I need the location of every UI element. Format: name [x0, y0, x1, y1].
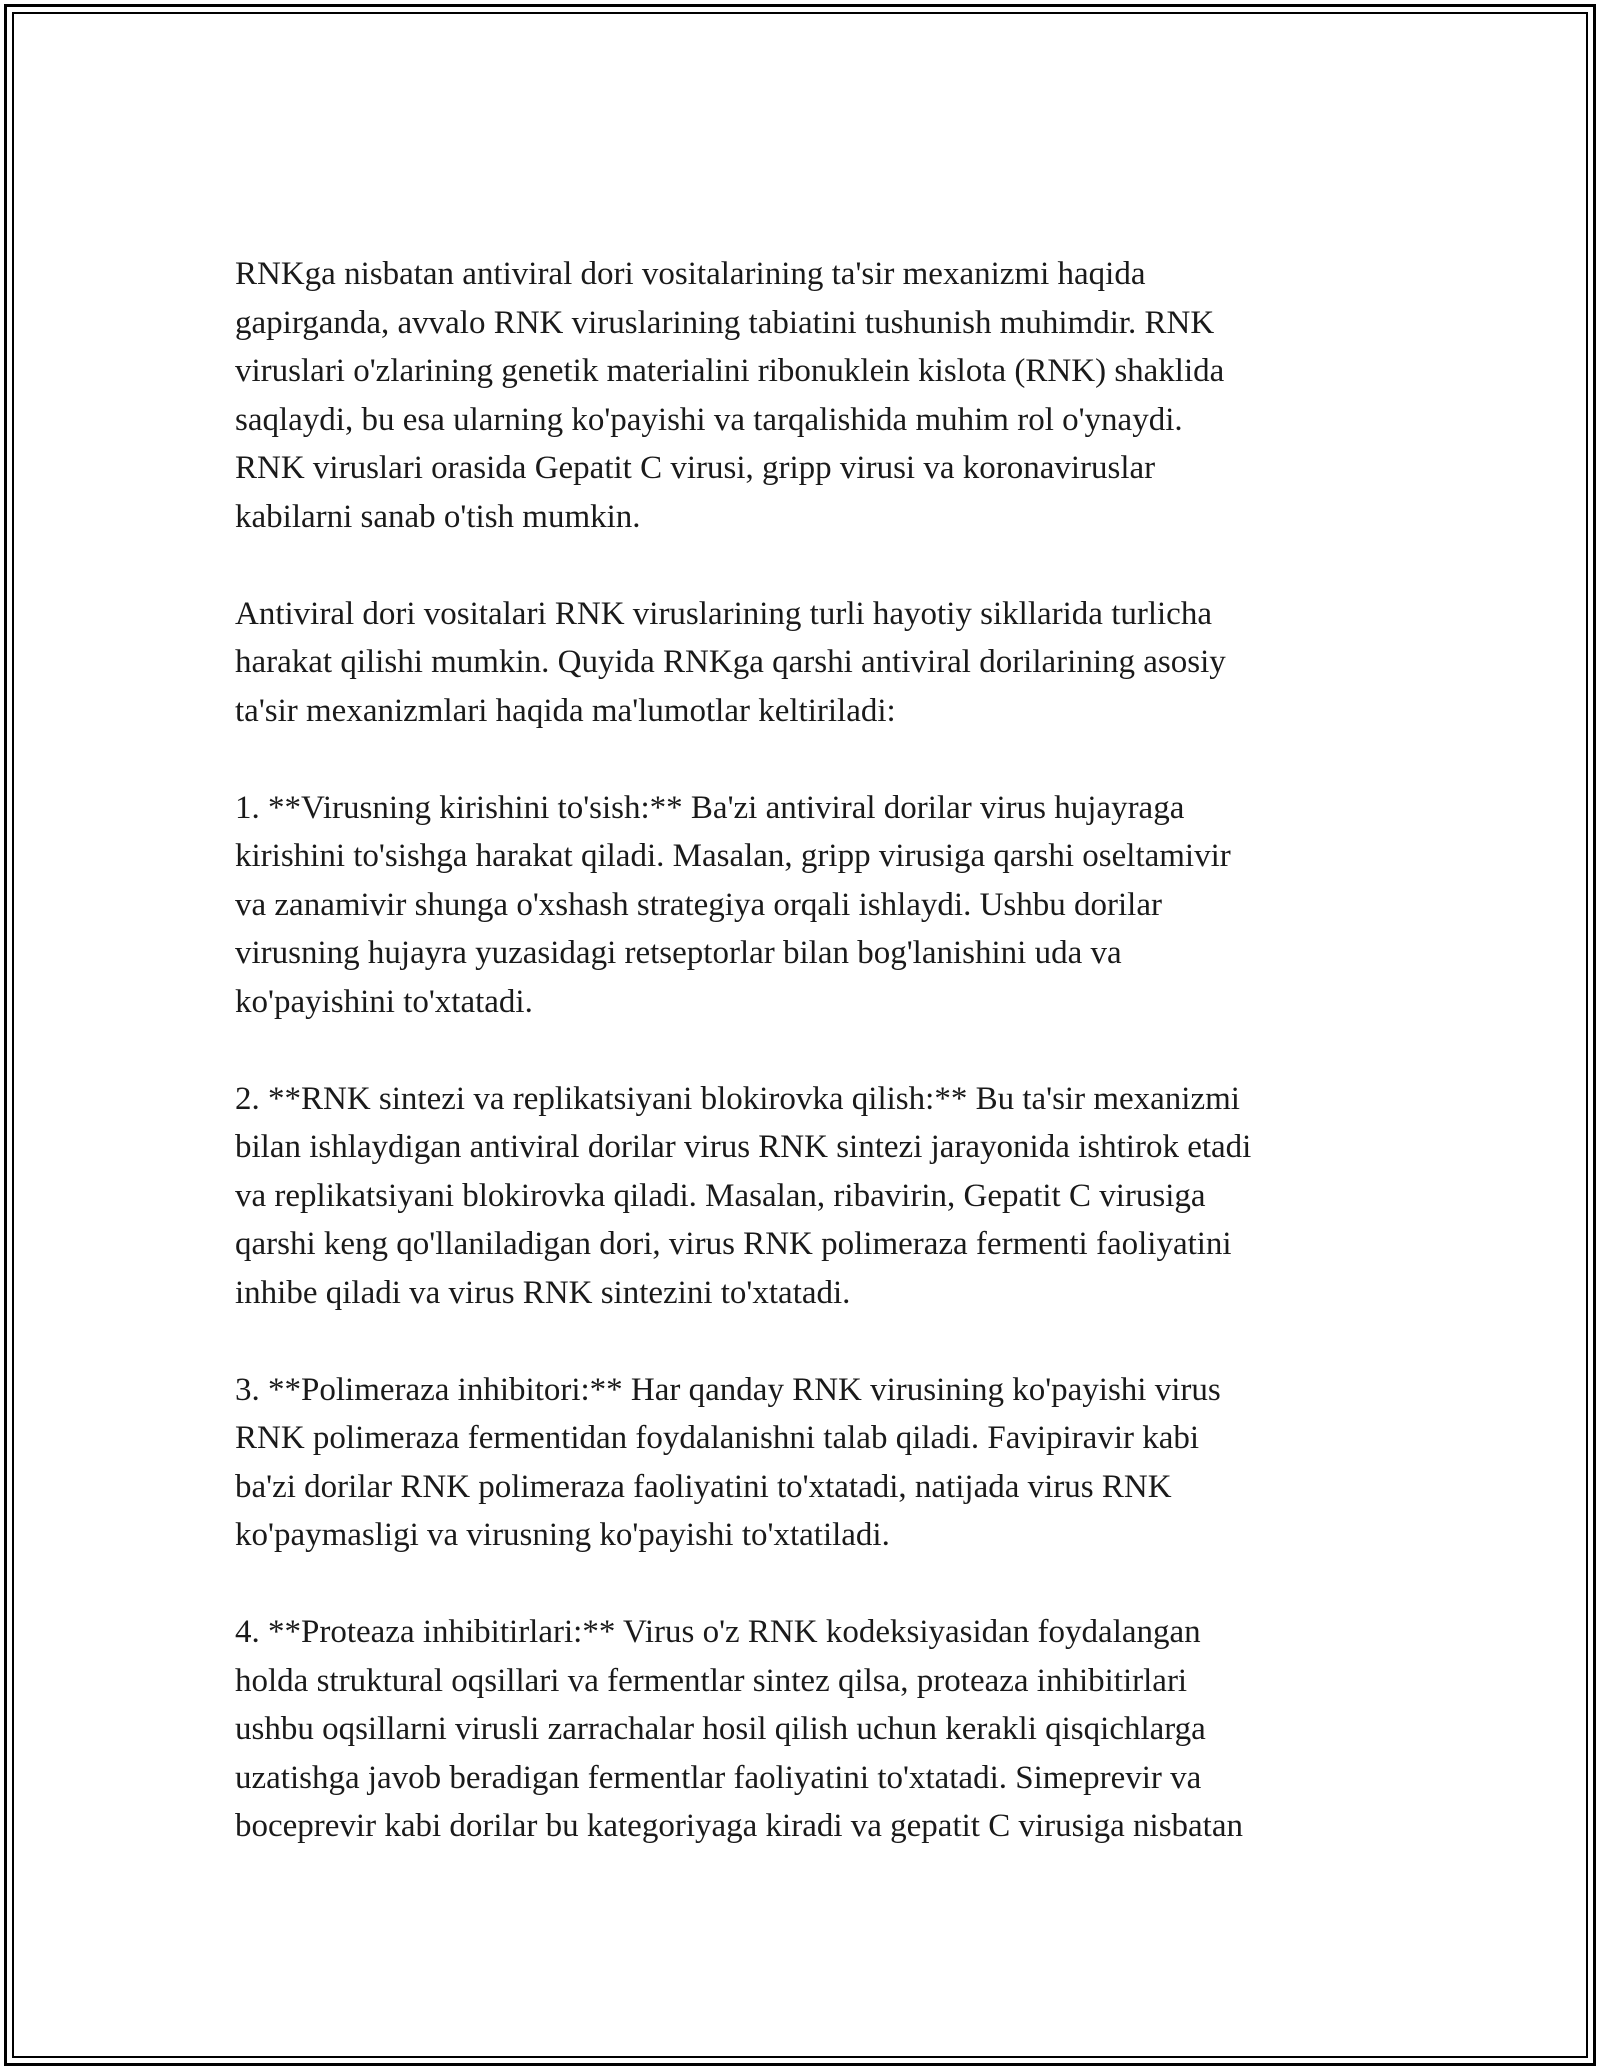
text-line: qarshi keng qo'llaniladigan dori, virus RNK polimeraza fermenti faoliyatini [235, 1226, 1232, 1262]
list-item-1 [235, 784, 1375, 1027]
text-line: Antiviral dori vositalari RNK viruslarining turli hayotiy sikllarida turlicha [235, 595, 1212, 632]
list-item-2 [235, 1075, 1375, 1318]
text-line: uzatishga javob beradigan fermentlar faoliyatini to'xtatadi. Simeprevir va [235, 1759, 1202, 1796]
text-line: RNK polimeraza fermentidan foydalanishni talab qiladi. Favipiravir kabi [235, 1420, 1200, 1456]
text-line: holda struktural oqsillari va fermentlar sintez qilsa, proteaza inhibitirlari [235, 1662, 1188, 1699]
text-line: boceprevir kabi dorilar bu kategoriyaga kiradi va gepatit C virusiga nisbatan [235, 1808, 1243, 1844]
text-line: va replikatsiyani blokirovka qiladi. Masalan, ribavirin, Gepatit C virusiga [235, 1177, 1206, 1214]
text-line: ushbu oqsillarni virusli zarrachalar hosil qilish uchun kerakli qisqichlarga [235, 1711, 1206, 1747]
text-line: ba'zi dorilar RNK polimeraza faoliyatini to'xtatadi, natijada virus RNK [235, 1468, 1172, 1505]
text-line: RNKga nisbatan antiviral dori vositalarining ta'sir mexanizmi haqida [235, 256, 1146, 292]
text-line: ta'sir mexanizmlari haqida ma'lumotlar keltiriladi: [235, 692, 896, 729]
text-line: kirishini to'sishga harakat qiladi. Masalan, gripp virusiga qarshi oseltamivir [235, 838, 1231, 874]
list-item-4 [235, 1608, 1375, 1851]
text-line: harakat qilishi mumkin. Quyida RNKga qarshi antiviral dorilarining asosiy [235, 644, 1226, 680]
text-line: ko'payishini to'xtatadi. [235, 983, 533, 1020]
text-line: bilan ishlaydigan antiviral dorilar virus RNK sintezi jarayonida ishtirok etadi [235, 1129, 1252, 1165]
text-line: 2. **RNK sintezi va replikatsiyani blokirovka qilish:** Bu ta'sir mexanizmi [235, 1080, 1240, 1117]
text-line: RNK viruslari orasida Gepatit C virusi, gripp virusi va koronaviruslar [235, 450, 1156, 486]
text-line: inhibe qiladi va virus RNK sintezini to'xtatadi. [235, 1274, 851, 1311]
text-line: gapirganda, avvalo RNK viruslarining tabiatini tushunish muhimdir. RNK [235, 304, 1215, 341]
list-item-3 [235, 1366, 1375, 1560]
text-line: 1. **Virusning kirishini to'sish:** Ba'zi antiviral dorilar virus hujayraga [235, 789, 1185, 826]
text-line: saqlaydi, bu esa ularning ko'payishi va tarqalishida muhim rol o'ynaydi. [235, 401, 1183, 438]
text-line: 4. **Proteaza inhibitirlari:** Virus o'z RNK kodeksiyasidan foydalangan [235, 1614, 1201, 1650]
text-line: 3. **Polimeraza inhibitori:** Har qanday RNK virusining ko'payishi virus [235, 1371, 1221, 1408]
paragraph-overview [235, 590, 1375, 736]
text-line: kabilarni sanab o'tish mumkin. [235, 498, 641, 535]
paragraph-intro [235, 250, 1375, 541]
document-body [235, 250, 1375, 1899]
text-line: va zanamivir shunga o'xshash strategiya orqali ishlaydi. Ushbu dorilar [235, 886, 1162, 923]
text-line: ko'paymasligi va virusning ko'payishi to'xtatiladi. [235, 1517, 890, 1553]
text-line: viruslari o'zlarining genetik materialini ribonuklein kislota (RNK) shaklida [235, 353, 1225, 389]
text-line: virusning hujayra yuzasidagi retseptorlar bilan bog'lanishini uda va [235, 935, 1122, 971]
